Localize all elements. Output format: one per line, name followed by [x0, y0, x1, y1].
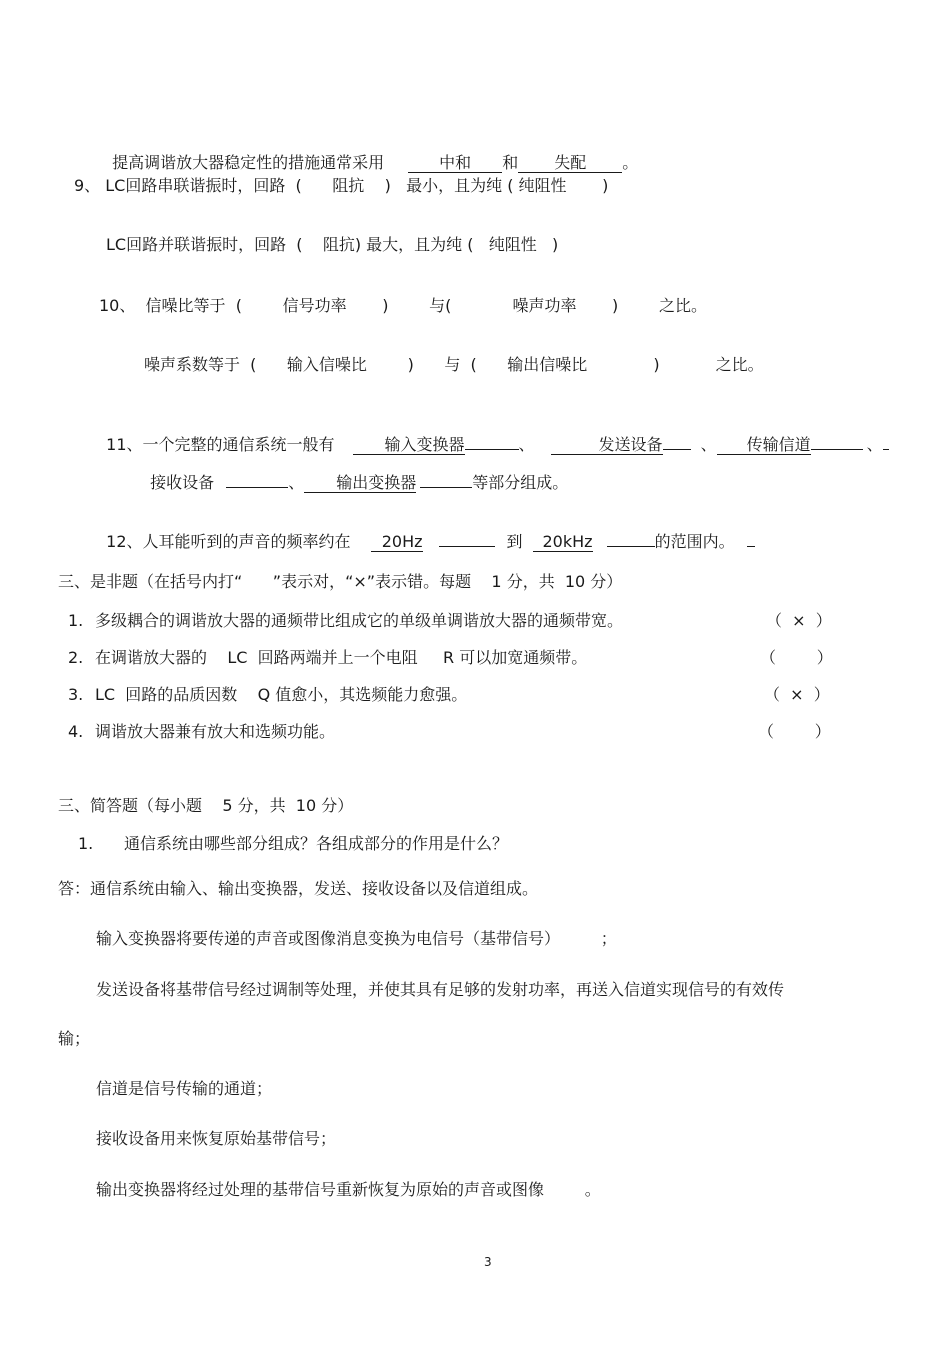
blank	[663, 449, 691, 450]
sa-paragraph-2b: 输；	[58, 1029, 91, 1048]
tf-item-3-text: LC 回路的品质因数 Q 值愈小，其选频能力愈强。	[95, 685, 468, 704]
q12-low-frequency: 20Hz	[371, 533, 423, 552]
blank	[883, 449, 889, 450]
blank	[226, 487, 288, 488]
separator: 、	[518, 435, 535, 454]
separator: 、	[700, 435, 717, 454]
q9-line-1: 9、 LC回路串联谐振时，回路 ( 阻抗 ) 最小，且为纯 ( 纯阻性 )	[74, 176, 609, 195]
sa-paragraph-3: 信道是信号传输的通道；	[96, 1079, 273, 1098]
blank	[607, 546, 655, 547]
blank	[811, 449, 863, 450]
q11-item-output-transducer: 输出变换器	[304, 474, 416, 493]
q10-line-2: 噪声系数等于 ( 输入信噪比 ) 与 ( 输出信噪比 ) 之比。	[144, 355, 764, 374]
q12-high-frequency: 20kHz	[533, 533, 593, 552]
tf-item-2-mark: （ ）	[760, 648, 833, 667]
tf-item-1-text: 多级耦合的调谐放大器的通频带比组成它的单级单调谐放大器的通频带宽。	[95, 611, 624, 630]
tf-item-4-text: 调谐放大器兼有放大和选频功能。	[95, 722, 336, 741]
sa-paragraph-4: 接收设备用来恢复原始基带信号；	[96, 1129, 337, 1148]
tf-item-4-num: 4.	[68, 722, 84, 741]
tf-item-1-mark: （ × ）	[766, 611, 832, 630]
q11-item-channel: 传输信道	[717, 436, 811, 455]
q12-end: 的范围内。	[654, 532, 735, 551]
q8-answer-1: 中和	[408, 154, 502, 173]
q11-item-input-transducer: 输入变换器	[353, 436, 465, 455]
q11-line-1	[96, 415, 889, 455]
q8-answer-2: 失配	[518, 154, 622, 173]
q11-item-transmitter: 发送设备	[551, 436, 663, 455]
separator: 、	[866, 435, 883, 454]
q12-prefix: 12、人耳能听到的声音的频率约在	[106, 532, 351, 551]
blank	[465, 449, 519, 450]
sa-answer-intro: 答：通信系统由输入、输出变换器，发送、接收设备以及信道组成。	[58, 879, 539, 898]
sa-q1-num: 1.	[78, 834, 94, 853]
q11-prefix: 11、一个完整的通信系统一般有	[106, 435, 335, 454]
tf-heading: 三、是非题（在括号内打“ ”表示对，“×”表示错。每题 1 分，共 10 分）	[58, 572, 623, 591]
q10-line-1: 10、 信噪比等于 ( 信号功率 ) 与( 噪声功率 ) 之比。	[99, 296, 707, 315]
q12-to: 到	[506, 532, 523, 551]
q8-mid: 和	[502, 153, 519, 172]
sa-paragraph-2a: 发送设备将基带信号经过调制等处理，并使其具有足够的发射功率，再送入信道实现信号的有效传	[96, 980, 785, 999]
tf-item-1-num: 1.	[68, 611, 84, 630]
q8-line	[102, 133, 638, 173]
q11-end: 等部分组成。	[472, 473, 569, 492]
tf-item-3-num: 3.	[68, 685, 84, 704]
sa-heading: 三、简答题（每小题 5 分，共 10 分）	[58, 796, 354, 815]
sa-paragraph-5: 输出变换器将经过处理的基带信号重新恢复为原始的声音或图像 。	[96, 1180, 601, 1199]
separator: 、	[288, 473, 305, 492]
sa-q1-text: 通信系统由哪些部分组成？各组成部分的作用是什么？	[124, 834, 509, 853]
q8-end: 。	[622, 153, 639, 172]
q9-line-2: LC回路并联谐振时，回路 ( 阻抗) 最大，且为纯 ( 纯阻性 )	[106, 235, 559, 254]
blank	[747, 546, 755, 547]
q11-item-receiver: 接收设备	[150, 473, 215, 492]
tf-item-2-text: 在调谐放大器的 LC 回路两端并上一个电阻 R 可以加宽通频带。	[95, 648, 588, 667]
q8-text: 提高调谐放大器稳定性的措施通常采用	[112, 153, 385, 172]
blank	[420, 487, 472, 488]
q12-line	[96, 512, 755, 552]
q11-line-2	[140, 453, 568, 493]
sa-paragraph-1: 输入变换器将要传递的声音或图像消息变换为电信号（基带信号） ；	[96, 929, 617, 948]
page-number: 3	[484, 1255, 492, 1269]
tf-item-4-mark: （ ）	[758, 722, 831, 741]
tf-item-2-num: 2.	[68, 648, 84, 667]
blank	[439, 546, 495, 547]
tf-item-3-mark: （ × ）	[764, 685, 830, 704]
